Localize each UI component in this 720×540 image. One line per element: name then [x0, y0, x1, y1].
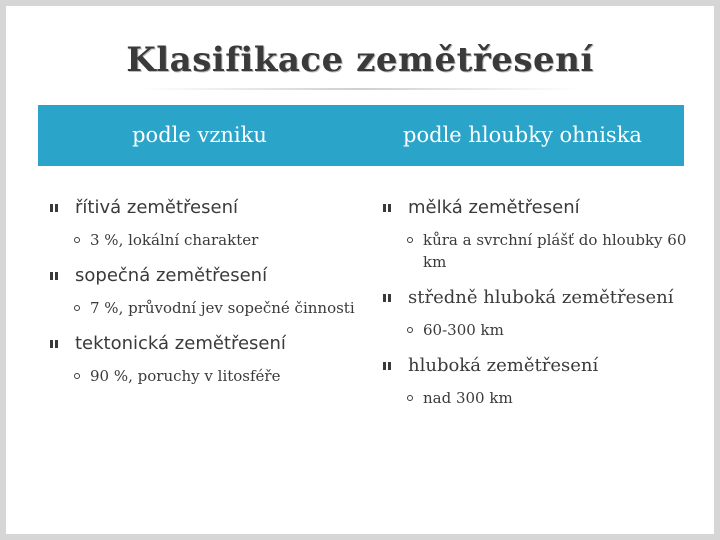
right-column: [383, 195, 693, 421]
list-item: [50, 331, 360, 357]
item-label: mělká zemětřesení: [408, 197, 580, 218]
item-label: tektonická zemětřesení: [75, 333, 286, 354]
ring-bullet-icon: [407, 327, 413, 333]
left-column: [50, 195, 360, 399]
title-underline: [140, 88, 580, 90]
slide-title: Klasifikace zemětřesení: [126, 40, 594, 80]
list-item: [383, 195, 693, 221]
square-bullet-icon: [50, 272, 58, 280]
item-label: sopečná zemětřesení: [75, 265, 268, 286]
header-podle-hloubky: podle hloubky ohniska: [361, 105, 684, 166]
item-label: hluboká zemětřesení: [408, 355, 599, 376]
list-item: [383, 353, 693, 379]
list-item: [50, 195, 360, 221]
square-bullet-icon: [383, 294, 391, 302]
header-podle-vzniku: podle vzniku: [38, 105, 361, 166]
sub-item-label: 3 %, lokální charakter: [90, 231, 259, 249]
sub-item-label: 7 %, průvodní jev sopečné činnosti: [90, 299, 355, 317]
sub-item-label: 60-300 km: [423, 321, 504, 339]
sub-item: [383, 387, 693, 409]
sub-item: [383, 319, 693, 341]
item-label: středně hluboká zemětřesení: [408, 287, 674, 308]
square-bullet-icon: [383, 204, 391, 212]
square-bullet-icon: [383, 362, 391, 370]
sub-item: [50, 365, 360, 387]
square-bullet-icon: [50, 204, 58, 212]
ring-bullet-icon: [74, 305, 80, 311]
sub-item-label: 90 %, poruchy v litosféře: [90, 367, 281, 385]
square-bullet-icon: [50, 340, 58, 348]
sub-item-label: nad 300 km: [423, 389, 513, 407]
list-item: [383, 285, 693, 311]
ring-bullet-icon: [74, 237, 80, 243]
list-item: [50, 263, 360, 289]
sub-item: [383, 229, 693, 273]
sub-item: [50, 229, 360, 251]
ring-bullet-icon: [407, 395, 413, 401]
ring-bullet-icon: [74, 373, 80, 379]
item-label: řítivá zemětřesení: [75, 197, 238, 218]
ring-bullet-icon: [407, 237, 413, 243]
sub-item: [50, 297, 360, 319]
sub-item-label: kůra a svrchní plášť do hloubky 60 km: [423, 231, 687, 271]
